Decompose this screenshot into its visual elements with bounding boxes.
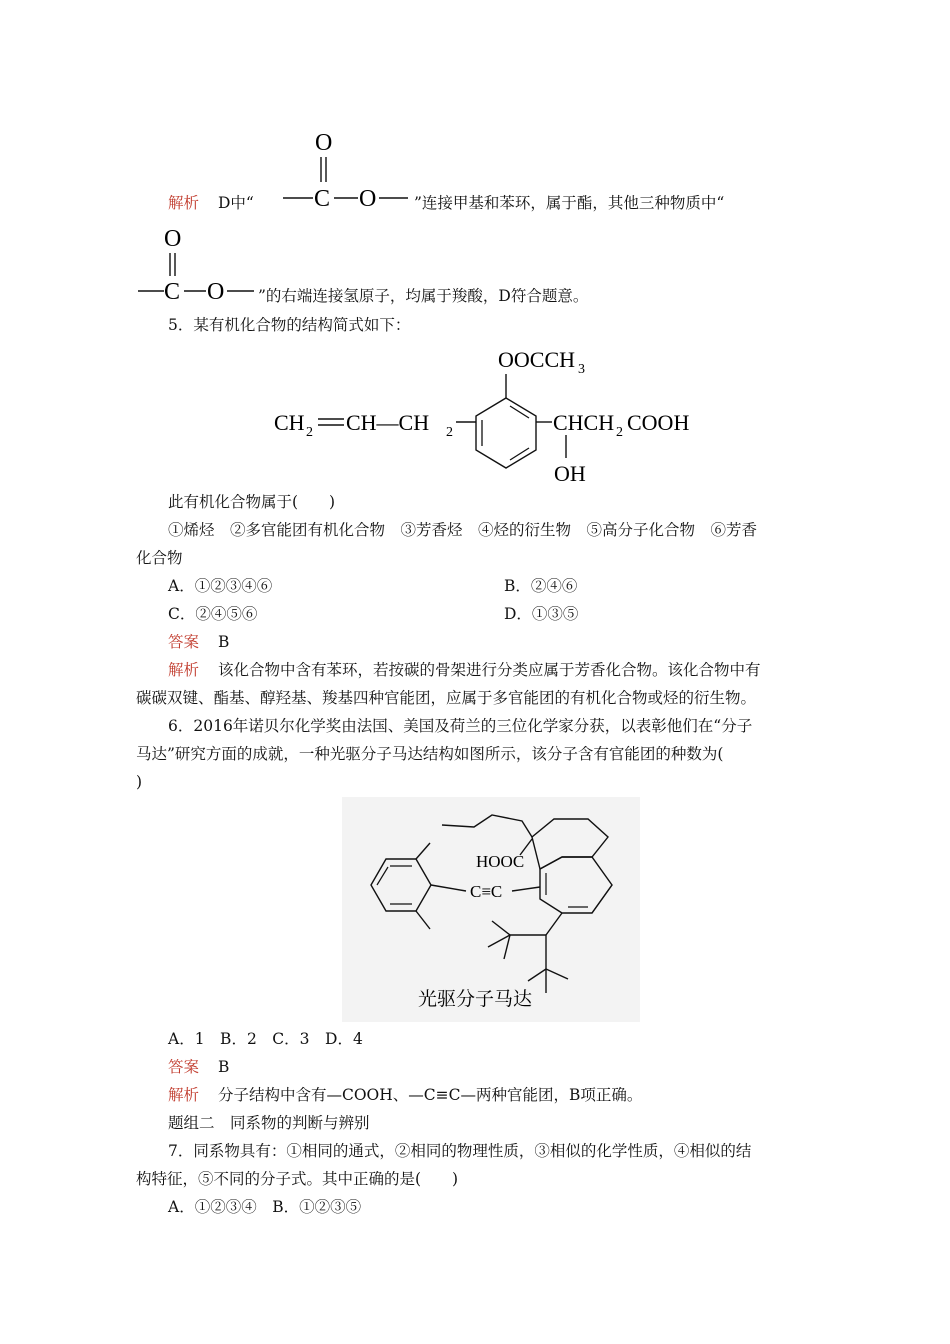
- ester-group-structure-1: [278, 120, 418, 220]
- svg-text:OOCCH: OOCCH: [498, 347, 576, 372]
- svg-text:O: O: [164, 226, 182, 252]
- q5-answer: 答案 B: [168, 633, 230, 651]
- q7-stem-line1: 7．同系物具有：①相同的通式，②相同的物理性质，③相似的化学性质，④相似的结: [168, 1142, 752, 1160]
- answer-label: 答案: [168, 1058, 200, 1076]
- svg-text:C: C: [164, 279, 181, 305]
- q5-options-line1: ①烯烃 ②多官能团有机化合物 ③芳香烃 ④烃的衍生物 ⑤高分子化合物 ⑥芳香: [168, 521, 758, 539]
- ester-group-structure-2: [134, 216, 274, 316]
- q5-choice-b: B．②④⑥: [504, 577, 578, 595]
- q5-choice-d: D．①③⑤: [504, 605, 579, 623]
- svg-text:CH: CH: [274, 410, 305, 435]
- svg-text:CHCH: CHCH: [553, 410, 615, 435]
- ester-carbonyl-o: O: [315, 130, 333, 156]
- q6-analysis: 解析 分子结构中含有—COOH、—C≡C—两种官能团，B项正确。: [168, 1086, 643, 1104]
- svg-text:COOH: COOH: [627, 410, 690, 435]
- q4-analysis-line1: 解析 D中“: [168, 194, 254, 212]
- q4-analysis-line1-cont: ”连接甲基和苯环，属于酯，其他三种物质中“: [414, 194, 725, 212]
- svg-text:3: 3: [578, 362, 585, 377]
- q5-stem: 5．某有机化合物的结构简式如下：: [168, 316, 411, 334]
- q5-options-line2: 化合物: [136, 549, 183, 567]
- svg-text:C≡C: C≡C: [470, 882, 503, 901]
- analysis-label: 解析: [168, 661, 200, 679]
- q4-analysis-line2: ”的右端连接氢原子，均属于羧酸，D符合题意。: [258, 287, 589, 305]
- q7-stem-line2: 构特征，⑤不同的分子式。其中正确的是( ): [136, 1170, 459, 1188]
- q6-stem-line1: 6．2016年诺贝尔化学奖由法国、美国及荷兰的三位化学家分获，以表彰他们在“分子: [168, 717, 753, 735]
- analysis-label: 解析: [168, 1086, 200, 1104]
- group2-title: 题组二 同系物的判断与辨别: [168, 1114, 370, 1132]
- ester-oxygen: O: [359, 186, 377, 212]
- q5-choice-a: A．①②③④⑥: [168, 577, 273, 595]
- q6-molecular-motor-figure: [342, 797, 640, 1022]
- q6-stem-line3: ): [136, 773, 143, 791]
- svg-text:CH—CH: CH—CH: [346, 410, 430, 435]
- analysis-label: 解析: [168, 194, 200, 212]
- q5-choice-c: C．②④⑤⑥: [168, 605, 258, 623]
- svg-text:2: 2: [616, 425, 623, 440]
- q6-answer: 答案 B: [168, 1058, 230, 1076]
- q6-choices: A．1 B．2 C．3 D．4: [168, 1030, 363, 1048]
- ester-carbon: C: [314, 186, 331, 212]
- q5-structure: [270, 340, 720, 490]
- figure-caption: 光驱分子马达: [418, 989, 533, 1010]
- q5-question: 此有机化合物属于( ): [168, 493, 336, 511]
- q7-choices: A．①②③④ B．①②③⑤: [168, 1198, 362, 1216]
- answer-label: 答案: [168, 633, 200, 651]
- svg-text:2: 2: [446, 425, 453, 440]
- svg-text:OH: OH: [554, 461, 586, 486]
- q6-stem-line2: 马达”研究方面的成就，一种光驱分子马达结构如图所示，该分子含有官能团的种数为(: [136, 745, 724, 763]
- svg-text:O: O: [207, 279, 225, 305]
- q5-analysis-line1: 解析 该化合物中含有苯环，若按碳的骨架进行分类应属于芳香化合物。该化合物中有: [168, 661, 761, 679]
- svg-text:HOOC: HOOC: [476, 852, 525, 871]
- svg-text:2: 2: [306, 425, 313, 440]
- q5-analysis-line2: 碳碳双键、酯基、醇羟基、羧基四种官能团，应属于多官能团的有机化合物或烃的衍生物。: [136, 689, 757, 707]
